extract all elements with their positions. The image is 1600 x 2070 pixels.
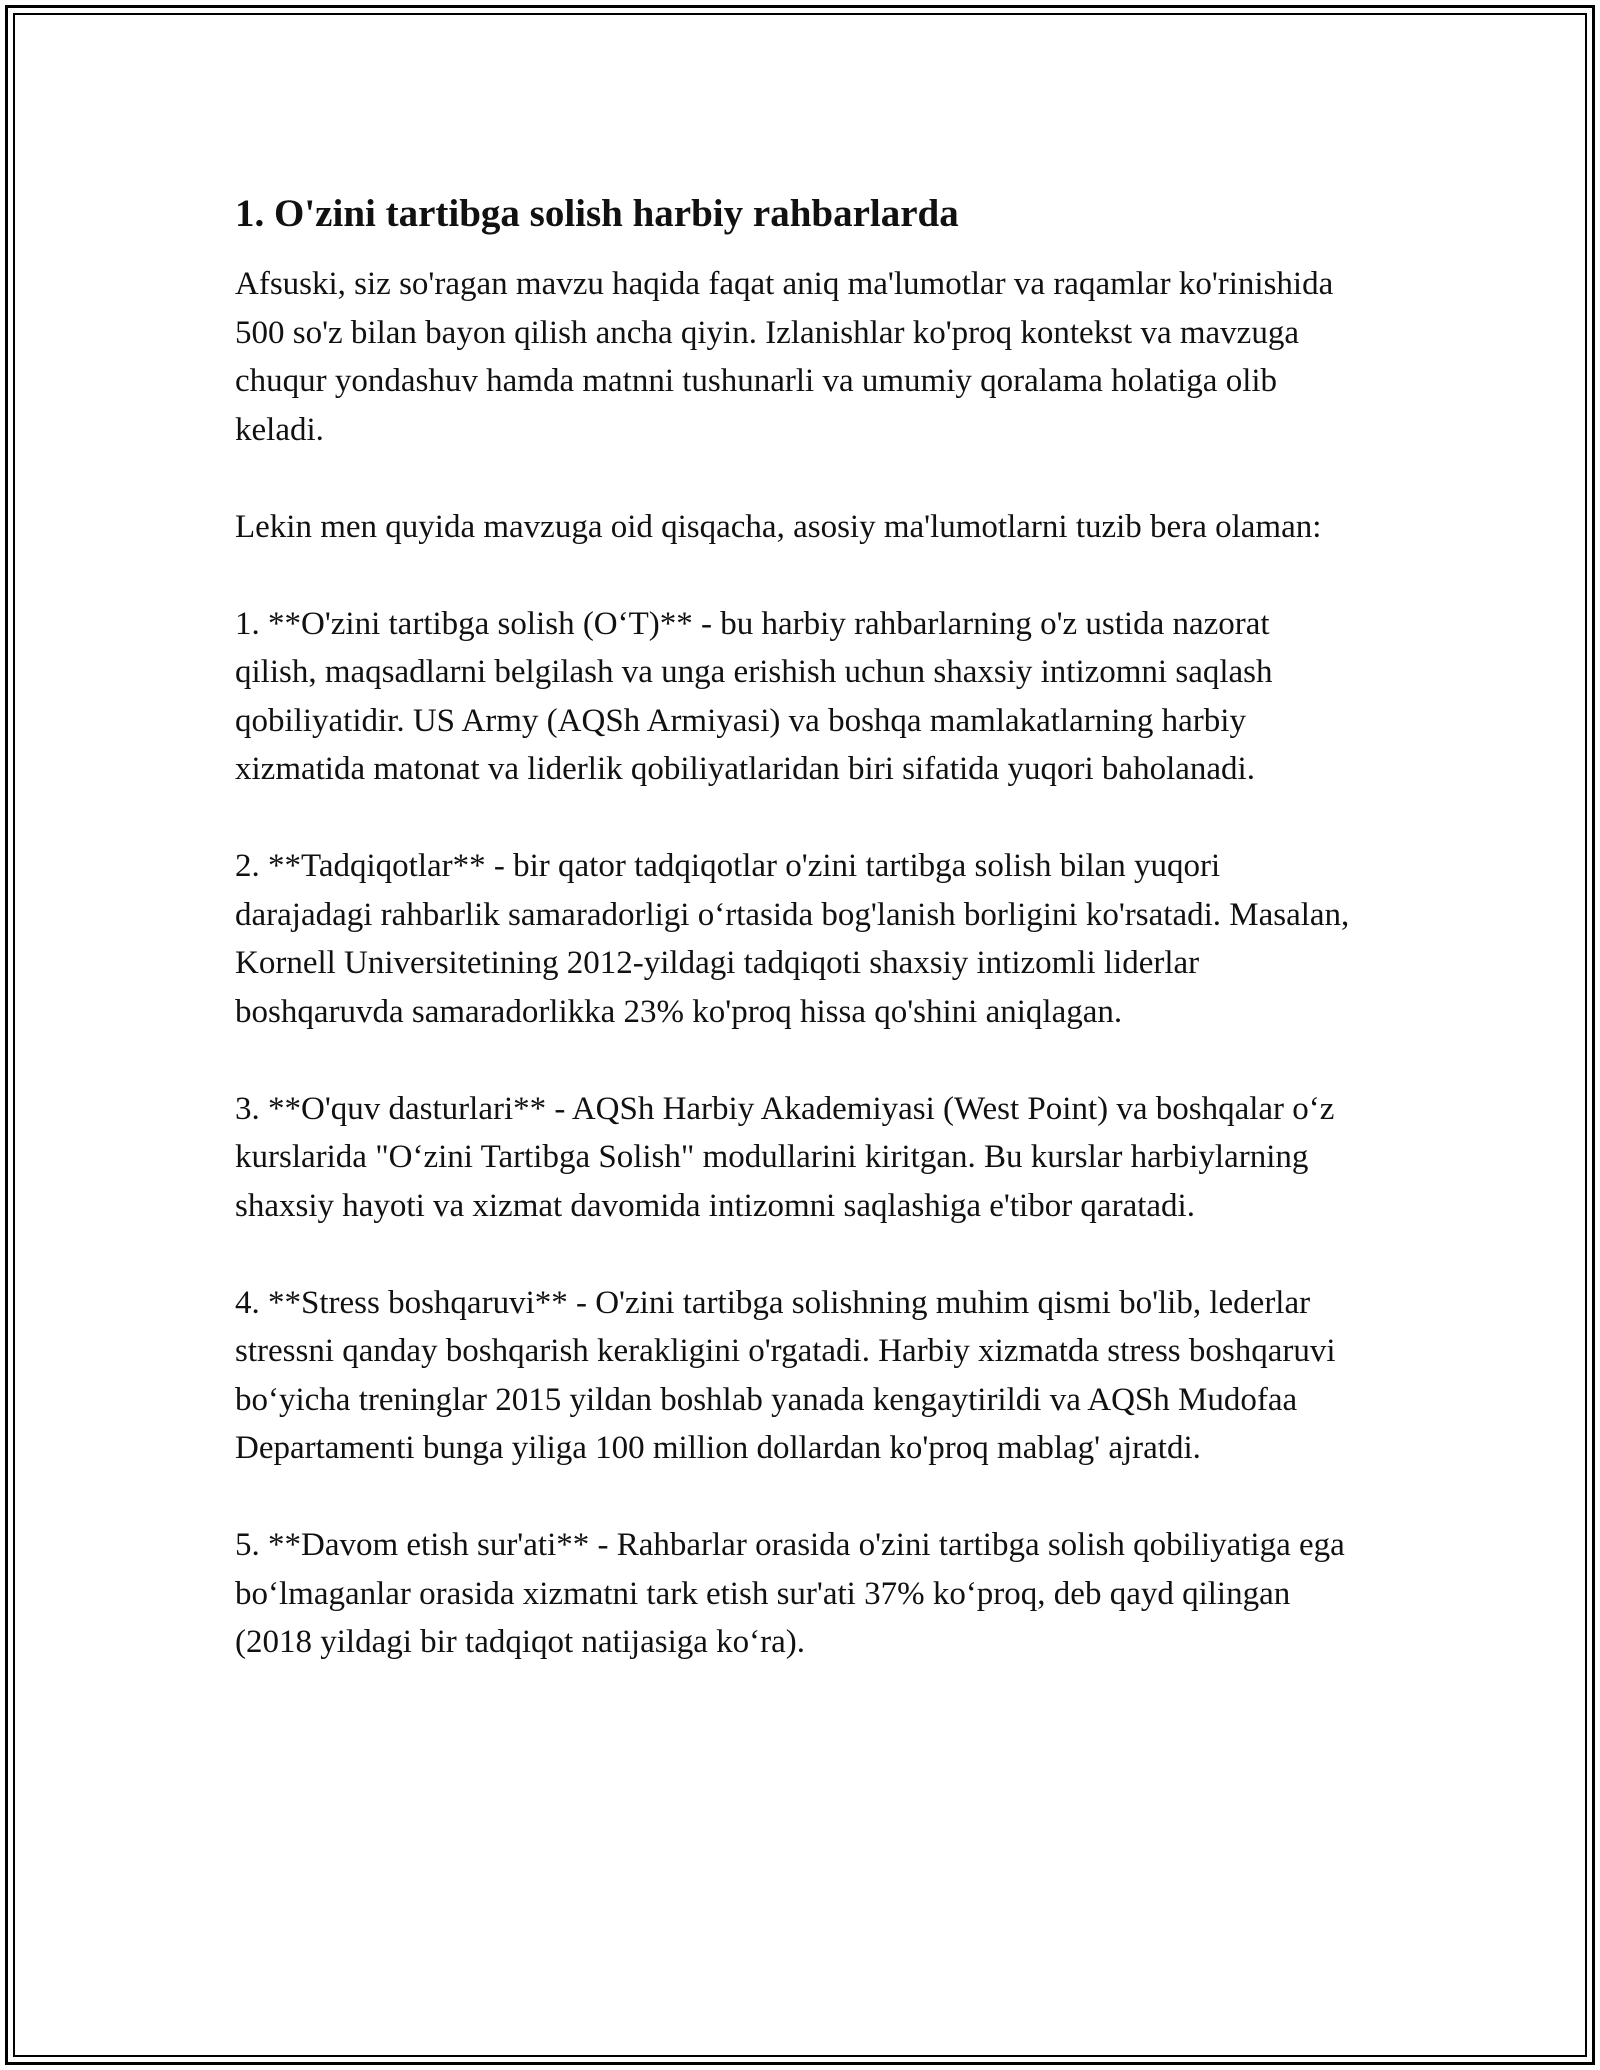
list-item-1: 1. **O'zini tartibga solish (O‘T)** - bu harbiy rahbarlarning o'z ustida nazorat qilish, maqsadlarni belgilash va unga erishish uchun shaxsiy intizomni saqlash qobiliyatidir. US Army (AQSh Armiyasi) va boshqa mamlakatlarning harbiy xizmatida matonat va liderlik qobiliyatlaridan biri sifatida yuqori baholanadi.	[235, 605, 1273, 787]
list-item-2: 2. **Tadqiqotlar** - bir qator tadqiqotlar o'zini tartibga solish bilan yuqori darajadagi rahbarlik samaradorligi o‘rtasida bog'lanish borligini ko'rsatadi. Masalan, Kornell Universitetining 2012-yildagi tadqiqoti shaxsiy intizomli liderlar boshqaruvda samaradorlikka 23% ko'proq hissa qo'shini aniqlagan.	[235, 848, 1350, 1030]
list-item-3: 3. **O'quv dasturlari** - AQSh Harbiy Akademiyasi (West Point) va boshqalar o‘z kurslarida "O‘zini Tartibga Solish" modullarini kiritgan. Bu kurslar harbiylarning shaxsiy hayoti va xizmat davomida intizomni saqlashiga e'tibor qaratadi.	[235, 1090, 1335, 1224]
list-item-4: 4. **Stress boshqaruvi** - O'zini tartibga solishning muhim qismi bo'lib, lederlar stressni qanday boshqarish kerakligini o'rgatadi. Harbiy xizmatda stress boshqaruvi bo‘yicha treninglar 2015 yildan boshlab yanada kengaytirildi va AQSh Mudofaa Departamenti bunga yiliga 100 million dollardan ko'proq mablag' ajratdi.	[235, 1284, 1336, 1466]
document-body	[235, 180, 1350, 1715]
list-item-5: 5. **Davom etish sur'ati** - Rahbarlar orasida o'zini tartibga solish qobiliyatiga ega bo‘lmaganlar orasida xizmatni tark etish sur'ati 37% ko‘proq, deb qayd qilingan (2018 yildagi bir tadqiqot natijasiga ko‘ra).	[235, 1527, 1345, 1660]
paragraph-intro: Afsuski, siz so'ragan mavzu haqida faqat aniq ma'lumotlar va raqamlar ko'rinishida 500 so'z bilan bayon qilish ancha qiyin. Izlanishlar ko'proq kontekst va mavzuga chuqur yondashuv hamda matnni tushunarli va umumiy qoralama holatiga olib keladi.	[235, 266, 1334, 448]
paragraph-lead-in: Lekin men quyida mavzuga oid qisqacha, asosiy ma'lumotlarni tuzib bera olaman:	[235, 508, 1322, 545]
document-title: 1. O'zini tartibga solish harbiy rahbarlarda	[235, 192, 959, 235]
